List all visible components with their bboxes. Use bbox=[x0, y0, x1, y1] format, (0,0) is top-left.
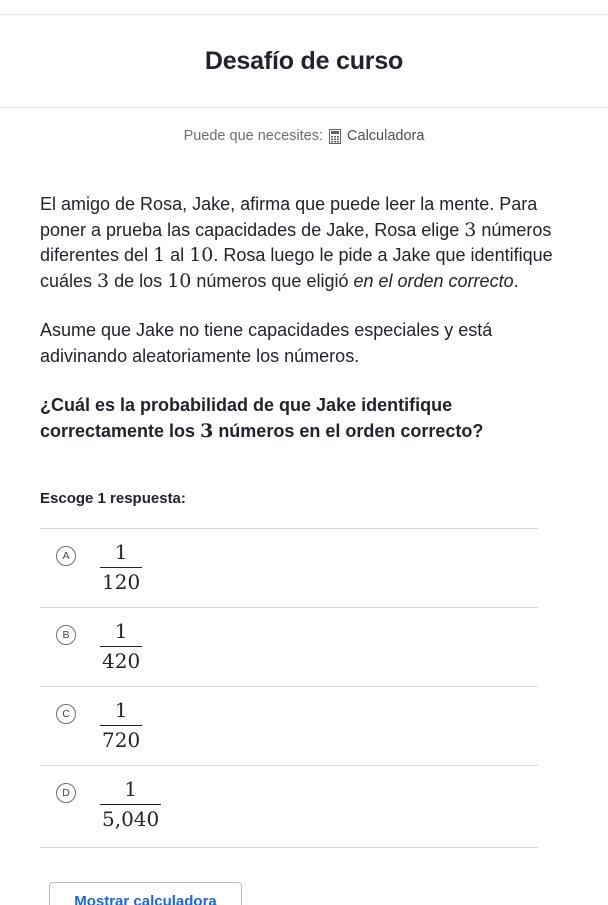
q3-text: números en el orden correcto? bbox=[213, 420, 484, 441]
q1-text: de los bbox=[109, 270, 168, 291]
choice-letter: C bbox=[56, 704, 76, 724]
show-calculator-button[interactable]: Mostrar calculadora bbox=[49, 882, 242, 905]
numerator: 1 bbox=[114, 619, 128, 643]
fraction-bar bbox=[100, 804, 161, 805]
question-body bbox=[40, 192, 560, 468]
fraction bbox=[100, 540, 142, 594]
q1-italic: en el orden correcto bbox=[353, 270, 514, 291]
numerator: 1 bbox=[124, 777, 137, 801]
fraction bbox=[100, 619, 142, 673]
q3-text: ¿Cuál es la probabilidad de que Jake identifique correctamente los bbox=[40, 395, 453, 441]
fraction bbox=[100, 698, 142, 752]
fraction-bar bbox=[100, 725, 142, 726]
denominator: 5,040 bbox=[102, 807, 160, 832]
tools-bar bbox=[0, 128, 608, 144]
choice-a[interactable] bbox=[40, 529, 538, 608]
choice-letter: B bbox=[56, 625, 76, 645]
numerator: 1 bbox=[114, 540, 128, 564]
calculator-label: Calculadora bbox=[347, 128, 425, 144]
question-paragraph-2: Asume que Jake no tiene capacidades especiales y está adivinando aleatoriamente los números. bbox=[40, 320, 493, 366]
page-header bbox=[0, 15, 608, 108]
q3-math: 3 bbox=[200, 419, 214, 442]
choice-letter: A bbox=[56, 546, 76, 566]
fraction bbox=[100, 777, 161, 831]
q1-math: 3 bbox=[97, 269, 110, 292]
calculator-link[interactable] bbox=[329, 128, 424, 144]
q1-math: 3 bbox=[464, 218, 477, 241]
q1-text: al bbox=[165, 245, 190, 265]
fraction-bar bbox=[100, 567, 142, 568]
page-title: Desafío de curso bbox=[204, 46, 404, 75]
choice-instructions: Escoge 1 respuesta: bbox=[40, 490, 186, 507]
q1-text: números diferentes del bbox=[40, 219, 552, 265]
q1-math: 1 bbox=[153, 244, 166, 266]
choice-letter: D bbox=[56, 783, 76, 803]
numerator: 1 bbox=[114, 698, 128, 722]
denominator: 420 bbox=[102, 649, 141, 674]
q1-math: 10 bbox=[189, 244, 214, 266]
q1-text: . Rosa luego le pide a Jake que identifique cuáles bbox=[40, 245, 553, 291]
choice-b[interactable] bbox=[40, 608, 538, 687]
denominator: 120 bbox=[102, 570, 141, 595]
q1-text: . bbox=[513, 270, 519, 291]
tools-prefix: Puede que necesites: bbox=[183, 128, 324, 144]
question-paragraph-1 bbox=[40, 192, 560, 294]
choice-d[interactable] bbox=[40, 766, 538, 848]
choice-c[interactable] bbox=[40, 687, 538, 766]
question-prompt bbox=[40, 393, 560, 444]
choice-list bbox=[40, 528, 538, 848]
calculator-icon bbox=[329, 129, 341, 144]
denominator: 720 bbox=[102, 728, 141, 753]
fraction-bar bbox=[100, 646, 142, 647]
q1-text: números que eligió bbox=[191, 270, 354, 291]
q1-math: 10 bbox=[167, 269, 192, 292]
q1-text: El amigo de Rosa, Jake, afirma que puede leer la mente. Para poner a prueba las capacidades de Jake, Rosa elige bbox=[40, 194, 538, 240]
